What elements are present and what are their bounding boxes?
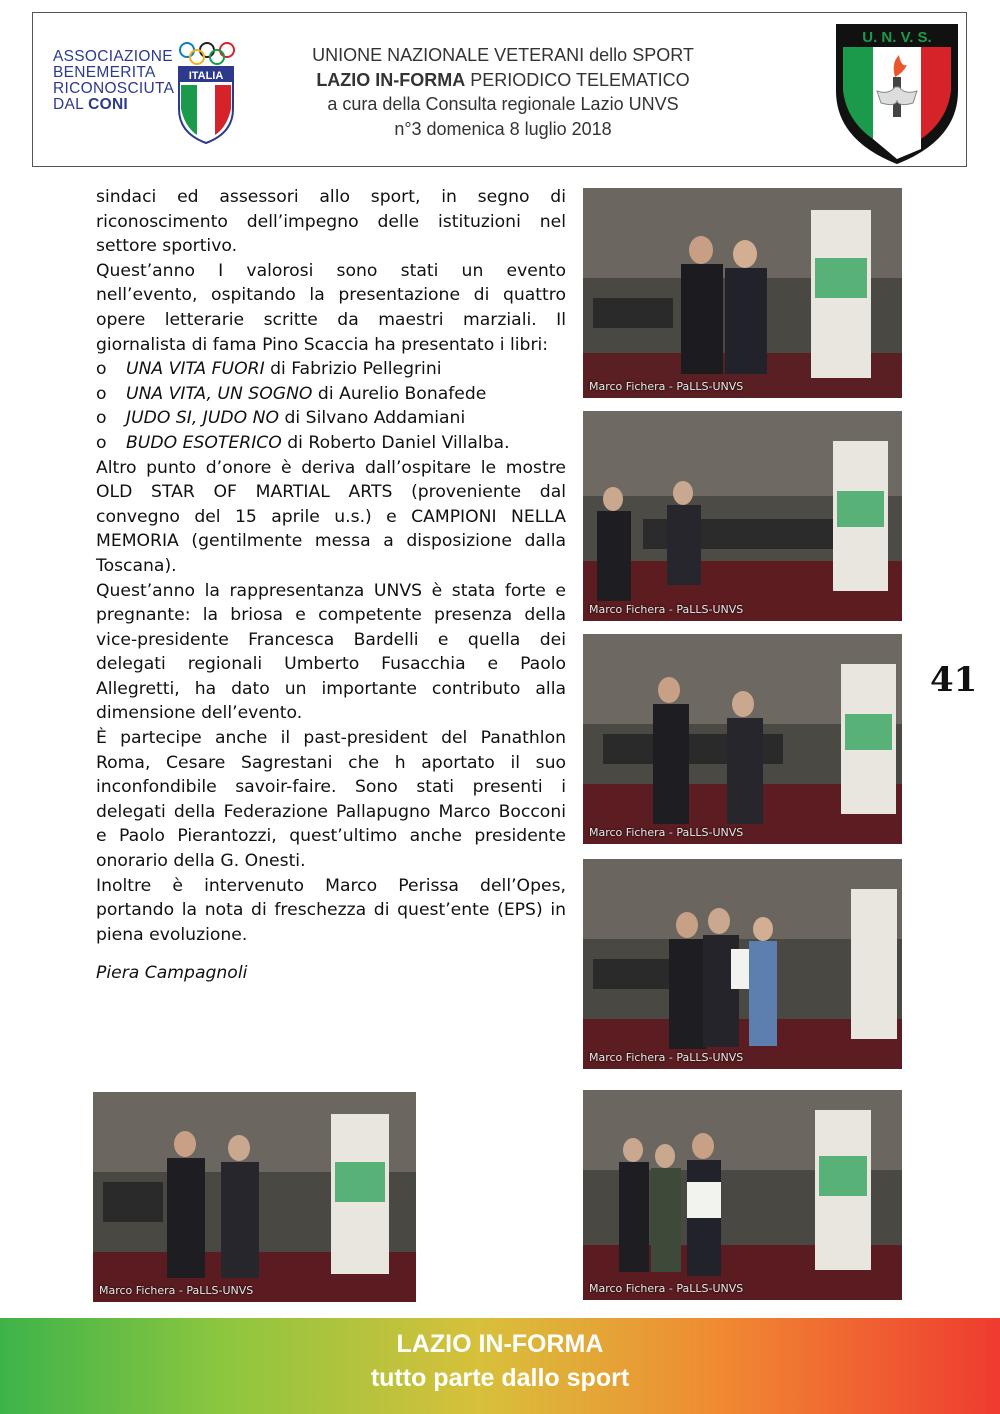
coni-association-text — [53, 49, 174, 113]
photo-caption: Marco Fichera - PaLLS-UNVS — [589, 380, 744, 393]
bullet-icon: o — [96, 408, 107, 429]
header-line-3: a cura della Consulta regionale Lazio UNVS — [327, 94, 679, 114]
assoc-line-1: ASSOCIAZIONE — [53, 48, 173, 65]
photo-caption: Marco Fichera - PaLLS-UNVS — [589, 603, 744, 616]
article-paragraph: Inoltre è intervenuto Marco Perissa dell’Opes, portando la nota di freschezza di quest’ente (EPS) in piena evoluzione. — [96, 875, 566, 945]
book-title: BUDO ESOTERICO — [126, 432, 282, 453]
book-list — [96, 357, 566, 455]
photo-image — [583, 634, 902, 844]
event-photo — [583, 188, 902, 398]
header-line-1: UNIONE NAZIONALE VETERANI dello SPORT — [312, 45, 694, 65]
article-author: Piera Campagnoli — [96, 963, 248, 984]
event-photo — [583, 634, 902, 844]
article-paragraph: È partecipe anche il past-president del Panathlon Roma, Cesare Sagrestani che h aportato il suo inconfondibile savoir-faire. Sono stati presenti i delegati della Federazione Pallapugno Marco Bocconi e Paolo Pierantozzi, quest’ultimo anche presidente onorario della G. Onesti. — [96, 728, 566, 872]
footer-title: LAZIO IN-FORMA — [396, 1330, 604, 1358]
book-author: di Fabrizio Pellegrini — [264, 359, 442, 380]
event-photo — [583, 1090, 902, 1300]
photo-caption: Marco Fichera - PaLLS-UNVS — [589, 826, 744, 839]
page-header — [32, 12, 967, 167]
photo-image — [583, 859, 902, 1069]
article-paragraph: Altro punto d’onore è deriva dall’ospitare le mostre OLD STAR OF MARTIAL ARTS (proveniente dal convegno del 15 aprile u.s.) e CAMPIONI NELLA MEMORIA (gentilmente messa a disposizione dalla Toscana). — [96, 457, 566, 576]
bullet-icon: o — [96, 383, 107, 404]
photo-caption: Marco Fichera - PaLLS-UNVS — [589, 1282, 744, 1295]
bullet-icon: o — [96, 432, 107, 453]
article-column — [96, 185, 566, 986]
assoc-line-3: RICONOSCIUTA — [53, 80, 175, 97]
article-paragraph: Quest’anno I valorosi sono stati un evento nell’evento, ospitando la presentazione di quattro opere letterarie scritte da maestri marziali. Il giornalista di fama Pino Scaccia ha presentato i libri: — [96, 260, 566, 355]
assoc-line-2: BENEMERITA — [53, 64, 156, 81]
olympic-rings-icon — [177, 41, 237, 67]
article-paragraph: sindaci ed assessori allo sport, in segno di riconoscimento dell’impegno delle istituzioni nel settore sportivo. — [96, 187, 566, 257]
assoc-line-4: DAL CONI — [53, 96, 129, 113]
coni-logo — [43, 39, 263, 151]
footer-tagline: tutto parte dallo sport — [370, 1364, 630, 1392]
italia-shield-icon — [177, 65, 235, 145]
book-list-item — [96, 382, 566, 407]
svg-text:U. N. V. S.: U. N. V. S. — [862, 29, 932, 46]
photo-image — [93, 1092, 416, 1302]
photo-image — [583, 1090, 902, 1300]
photo-image — [583, 411, 902, 621]
photo-image — [583, 188, 902, 398]
book-list-item — [96, 406, 566, 431]
bullet-icon: o — [96, 359, 107, 380]
svg-text:ITALIA: ITALIA — [188, 70, 224, 82]
event-photo — [583, 411, 902, 621]
book-title: UNA VITA, UN SOGNO — [126, 383, 313, 404]
book-author: di Silvano Addamiani — [279, 408, 466, 429]
page-footer — [0, 1318, 1000, 1414]
header-title-block — [263, 43, 743, 141]
event-photo — [583, 859, 902, 1069]
book-list-item — [96, 357, 566, 382]
unvs-shield-logo — [833, 21, 961, 166]
book-title: JUDO SI, JUDO NO — [126, 408, 280, 429]
article-paragraph: Quest’anno la rappresentanza UNVS è stata forte e pregnante: la briosa e competente presenza della vice-presidente Francesca Bardelli e quella dei delegati regionali Umberto Fusacchia e Paolo Allegretti, ha dato un importante contributo alla dimensione dell’evento. — [96, 580, 566, 724]
book-title: UNA VITA FUORI — [126, 359, 265, 380]
book-author: di Roberto Daniel Villalba. — [281, 432, 510, 453]
header-line-4: n°3 domenica 8 luglio 2018 — [394, 118, 612, 139]
photo-caption: Marco Fichera - PaLLS-UNVS — [99, 1284, 254, 1297]
event-photo — [93, 1092, 416, 1302]
page-number: 41 — [930, 660, 978, 700]
header-line-2: LAZIO IN-FORMA PERIODICO TELEMATICO — [316, 69, 690, 90]
photo-caption: Marco Fichera - PaLLS-UNVS — [589, 1051, 744, 1064]
book-list-item — [96, 431, 566, 456]
book-author: di Aurelio Bonafede — [312, 383, 487, 404]
